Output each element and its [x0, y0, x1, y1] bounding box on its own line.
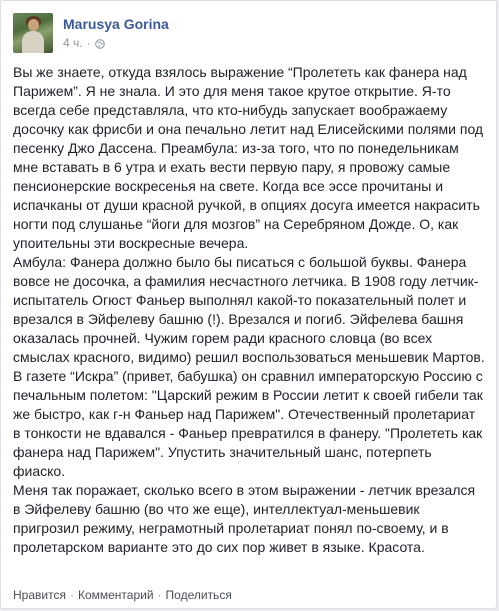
post-meta	[63, 13, 169, 50]
like-link[interactable]: Нравится	[13, 588, 66, 602]
action-separator: ·	[157, 588, 162, 602]
meta-separator: ·	[86, 36, 91, 50]
post-timestamp[interactable]: 4 ч.	[63, 36, 83, 50]
comment-link[interactable]: Комментарий	[77, 588, 154, 602]
post-text: Вы же знаете, откуда взялось выражение “Пролететь как фанера над Парижем”. Я не знала. И это для меня такое крутое открытие. Я-то всегда себе представляла, что кто-нибудь запускает воображаему досочку как фрисби и она печально летит над Елисейскими полями под песенку Джо Дассена. Преамбула: из-за того, что по понедельникам мне вставать в 6 утра и ехать вести первую пару, я провожу самые пенсионерские воскресенья на свете. Когда все эссе прочитаны и испачканы от души красной ручкой, в опциях досуга имеется накрасить ногти под слушанье “йоги для мозгов” на Серебряном Дожде. О, как упоительны эти воскресные вечера. Амбула: Фанера должно было бы писаться с большой буквы. Фанера вовсе не досочка, а фамилия несчастного летчика. В 1908 году летчик-испытатель Огюст Фаньер выполнял какой-то показательный полет и врезался в Эйфелеву башню (!). Врезался и погиб. Эйфелева башня оказалась прочней. Чужим горем ради красного словца (во всех смыслах красного, видимо) решил воспользоваться меньшевик Мартов. В газете “Искра” (привет, бабушка) он сравнил императорскую Россию с печальным полетом: "Царский режим в России летит к своей гибели так же быстро, как г-н Фаньер над Парижем". Отечественный пролетариат в тонкости не вдавался - Фаньер превратился в фанеру. "Пролететь как фанера над Парижем". Упустить значительный шанс, потерпеть фиаско. Меня так поражает, сколько всего в этом выражении - летчик врезался в Эйфелеву башню (во что же еще), интеллектуал-меньшевик пригрозил режиму, неграмотный пролетариат понял по-своему, и в пролетарском варианте это до сих пор живет в языке. Красота.	[13, 64, 485, 555]
post-header	[13, 13, 169, 55]
avatar-body	[22, 31, 44, 53]
post-actions	[13, 588, 232, 602]
action-separator: ·	[69, 588, 74, 602]
post-subline	[63, 36, 169, 50]
avatar-face	[28, 19, 39, 31]
avatar[interactable]	[13, 13, 53, 53]
globe-icon[interactable]	[95, 38, 105, 48]
share-link[interactable]: Поделиться	[165, 588, 232, 602]
author-name[interactable]: Marusya Gorina	[63, 16, 169, 32]
